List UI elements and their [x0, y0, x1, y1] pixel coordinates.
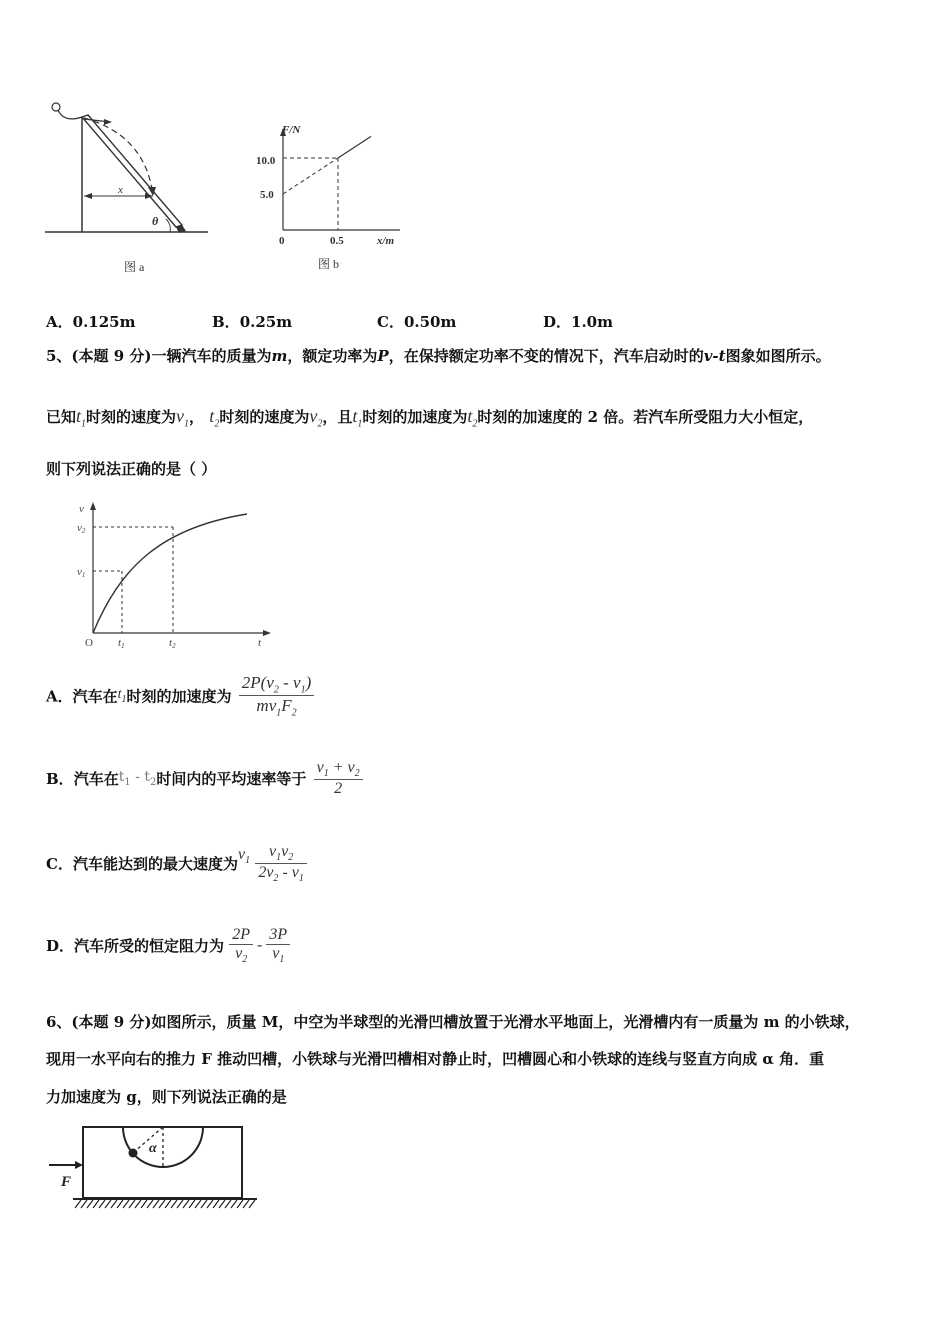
figure-b: [250, 118, 410, 278]
q5-d-fraction-1: $\frac{2P}{v_2}$: [229, 926, 253, 965]
x-label: x: [118, 184, 123, 196]
hatch-line: [159, 1200, 165, 1208]
hatch-line: [225, 1200, 231, 1208]
alpha-label: α: [149, 1141, 157, 1156]
vt-curve: [93, 514, 247, 633]
hatch-line: [111, 1200, 117, 1208]
incline-board: [82, 115, 182, 227]
q5-line1: 5、(本题 9 分)一辆汽车的质量为m，额定功率为P，在保持额定功率不变的情况下，汽车启动时的v-t图象如图所示。: [46, 347, 831, 365]
vt-v1-label: v1: [77, 566, 86, 579]
q5-option-a[interactable]: A．汽车在$t_1$时刻的加速度为 $\frac{2P(v_2 - v_1)}{mv_1F_2}$: [46, 673, 314, 719]
hatch-line: [189, 1200, 195, 1208]
q5-option-c[interactable]: C．汽车能达到的最大速度为$v_1$ $\frac{v_1v_2}{2v_2 - v_1}$: [46, 843, 307, 884]
q6-line2: 现用一水平向右的推力 F 推动凹槽，小铁球与光滑凹槽相对静止时，凹槽圆心和小铁球的连线与竖直方向成 α 角．重: [46, 1050, 825, 1068]
hatch-line: [231, 1200, 237, 1208]
q4-option-d[interactable]: D．1.0m: [543, 313, 613, 331]
hatch-line: [105, 1200, 111, 1208]
vt-v-label: v: [79, 503, 84, 515]
fb-segment-dashed: [283, 158, 338, 194]
hatch-line: [201, 1200, 207, 1208]
q5-option-b[interactable]: B．汽车在$t_1 - t_2$时间内的平均速率等于 $\frac{v_1 + v_2}{2}$: [46, 759, 363, 798]
hatch-line: [117, 1200, 123, 1208]
hatch-line: [237, 1200, 243, 1208]
vt-origin-label: O: [85, 637, 93, 649]
hatch-line: [183, 1200, 189, 1208]
hatch-line: [171, 1200, 177, 1208]
hatch-line: [207, 1200, 213, 1208]
q4-option-a[interactable]: A．0.125m: [46, 313, 136, 331]
hatch-line: [135, 1200, 141, 1208]
vt-graph: [75, 498, 275, 653]
iron-ball: [129, 1149, 138, 1158]
vt-t1-label: t1: [118, 637, 125, 650]
hatch-line: [195, 1200, 201, 1208]
hatch-line: [243, 1200, 249, 1208]
q5-c-fraction: $\frac{v_1v_2}{2v_2 - v_1}$: [255, 843, 307, 884]
hatch-line: [147, 1200, 153, 1208]
hatch-line: [75, 1200, 81, 1208]
hatch-line: [93, 1200, 99, 1208]
ground-hatching: [75, 1200, 255, 1208]
hatch-line: [123, 1200, 129, 1208]
hatch-line: [153, 1200, 159, 1208]
hatch-line: [141, 1200, 147, 1208]
hatch-line: [165, 1200, 171, 1208]
q5-a-fraction: $\frac{2P(v_2 - v_1)}{mv_1F_2}$: [239, 673, 314, 719]
q5-d-fraction-2: $\frac{3P}{v_1}$: [266, 926, 290, 965]
vt-v2-label: v2: [77, 522, 86, 535]
q5-option-d[interactable]: D．汽车所受的恒定阻力为 $\frac{2P}{v_2}$ - $\frac{3P}{v_1}$: [46, 926, 290, 965]
fb-plot: [280, 128, 400, 230]
hatch-line: [99, 1200, 105, 1208]
fb-xlabel: x/m: [377, 235, 395, 247]
force-label: F: [61, 1174, 72, 1190]
hatch-line: [81, 1200, 87, 1208]
hatch-line: [213, 1200, 219, 1208]
top-loop: [52, 103, 60, 111]
q5-b-fraction: $\frac{v_1 + v_2}{2}$: [314, 759, 363, 798]
caption-b: 图 b: [318, 257, 340, 271]
theta-label: θ: [152, 214, 159, 228]
vt-t-label: t: [258, 637, 262, 649]
fb-segment-solid: [338, 136, 371, 158]
hatch-line: [129, 1200, 135, 1208]
q6-line3: 力加速度为 g，则下列说法正确的是: [46, 1088, 287, 1106]
fb-ytick-5: 5.0: [260, 189, 274, 201]
groove-figure: [45, 1122, 260, 1217]
fb-xtick-0: 0: [279, 235, 285, 247]
fb-ytick-10: 10.0: [256, 155, 276, 167]
fb-ylabel: F/N: [282, 124, 301, 136]
caption-a: 图 a: [124, 260, 145, 274]
hatch-line: [177, 1200, 183, 1208]
groove-block: [83, 1127, 242, 1198]
hatch-line: [219, 1200, 225, 1208]
vt-t2-label: t2: [169, 637, 176, 650]
q5-line2: 已知$t_1$时刻的速度为$v_1$， $t_2$时刻的速度为$v_2$，且$t_1$时刻的加速度为$t_2$时刻的加速度的 2 倍。若汽车所受阻力大小恒定，: [46, 406, 814, 430]
q5-line3: 则下列说法正确的是（ ）: [46, 460, 217, 478]
hatch-line: [87, 1200, 93, 1208]
q4-option-b[interactable]: B．0.25m: [212, 313, 293, 331]
q6-line1: 6、(本题 9 分)如图所示，质量 M，中空为半球型的光滑凹槽放置于光滑水平地面上，光滑槽内有一质量为 m 的小铁球，: [46, 1013, 860, 1031]
hatch-line: [249, 1200, 255, 1208]
figure-a: [40, 95, 220, 285]
fb-xtick-05: 0.5: [330, 235, 344, 247]
q4-option-c[interactable]: C．0.50m: [377, 313, 457, 331]
